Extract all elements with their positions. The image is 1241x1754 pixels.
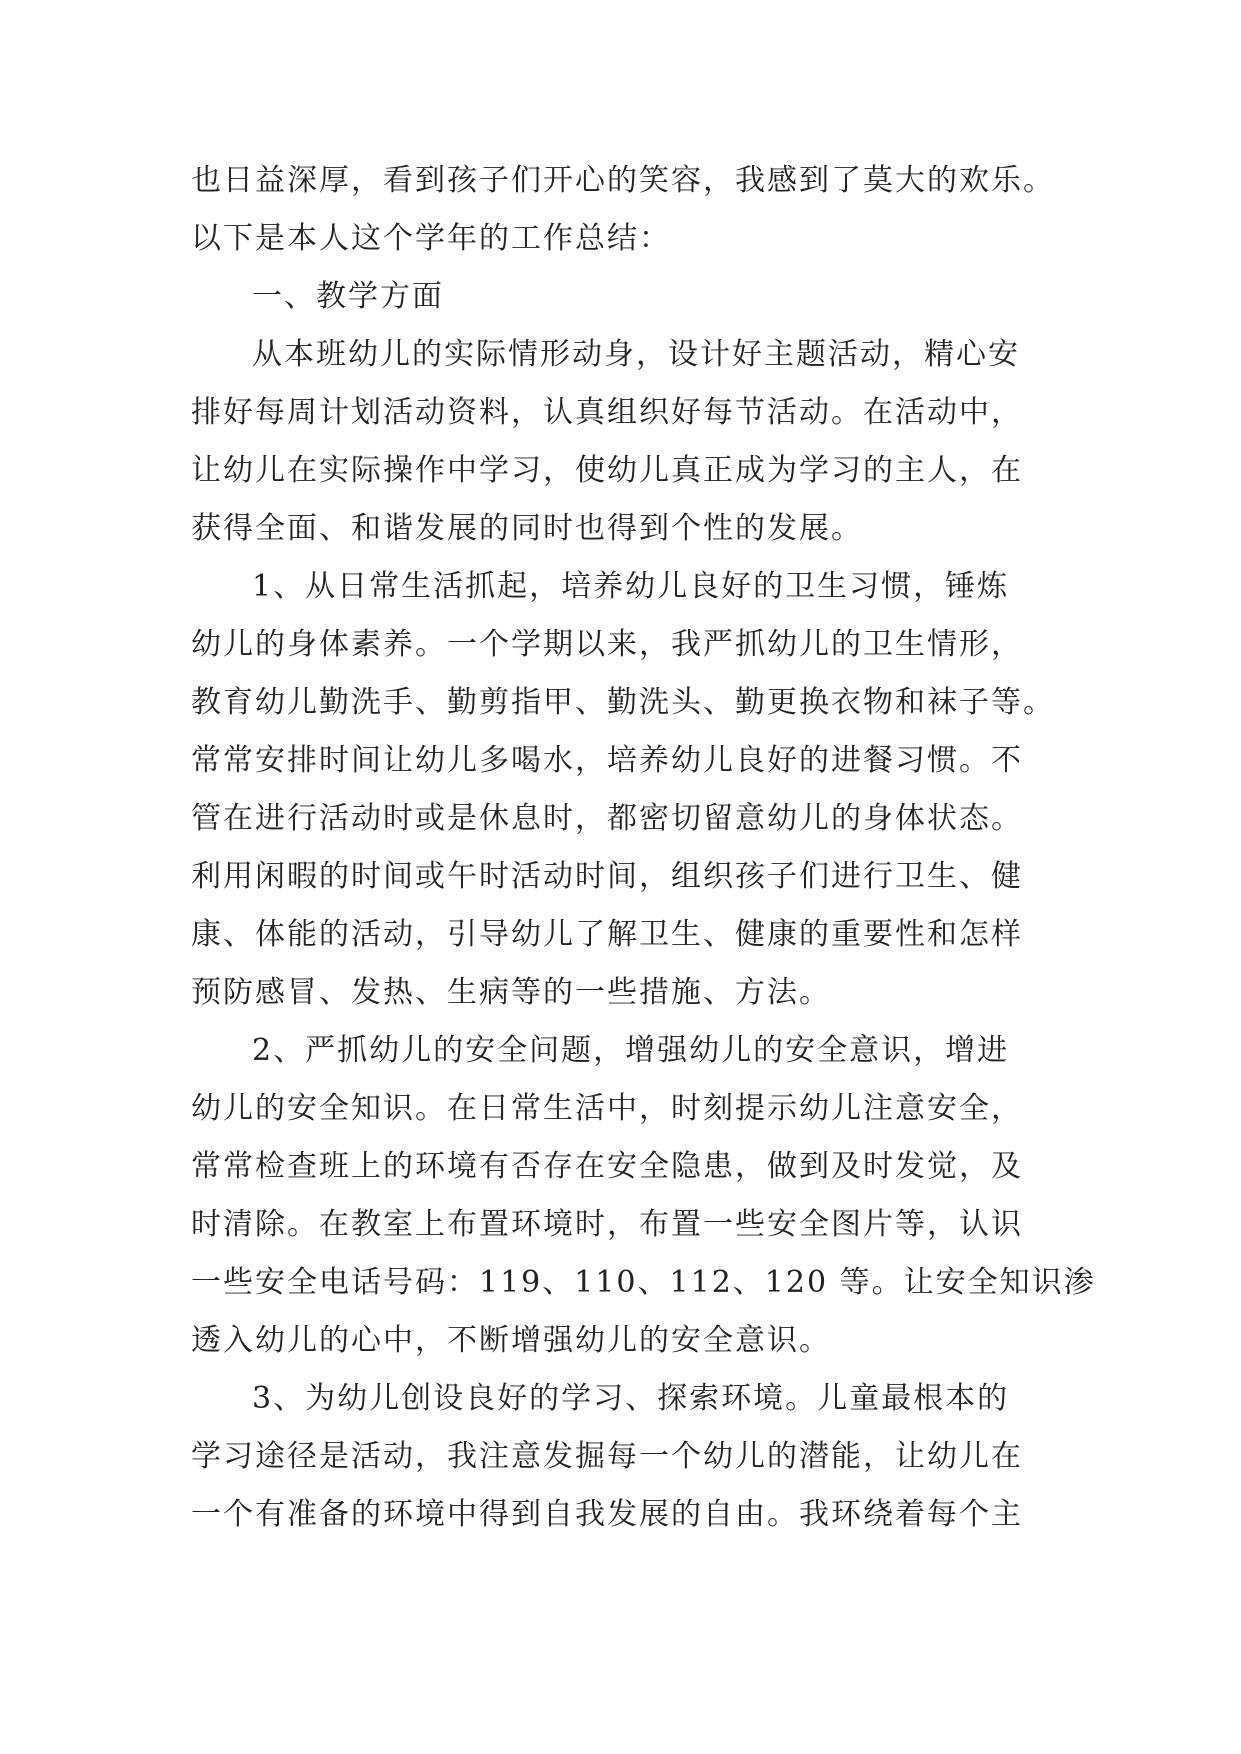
text-line: 透入幼儿的心中，不断增强幼儿的安全意识。 — [191, 1323, 831, 1358]
text-line: 常常安排时间让幼儿多喝水，培养幼儿良好的进餐习惯。不 — [191, 743, 1023, 778]
text-line: 获得全面、和谐发展的同时也得到个性的发展。 — [191, 511, 863, 546]
text-line: 一些安全电话号码：119、110、112、120 等。让安全知识渗 — [191, 1265, 1096, 1300]
text-line: 管在进行活动时或是休息时，都密切留意幼儿的身体状态。 — [191, 801, 1023, 836]
text-line: 排好每周计划活动资料，认真组织好每节活动。在活动中， — [191, 395, 1023, 430]
text-line: 时清除。在教室上布置环境时，布置一些安全图片等，认识 — [191, 1207, 1023, 1242]
text-line: 让幼儿在实际操作中学习，使幼儿真正成为学习的主人，在 — [191, 453, 1023, 488]
text-line: 教育幼儿勤洗手、勤剪指甲、勤洗头、勤更换衣物和袜子等。 — [191, 685, 1055, 720]
text-line: 幼儿的安全知识。在日常生活中，时刻提示幼儿注意安全， — [191, 1091, 1023, 1126]
text-line: 一个有准备的环境中得到自我发展的自由。我环绕着每个主 — [191, 1497, 1023, 1532]
text-line: 学习途径是活动，我注意发掘每一个幼儿的潜能，让幼儿在 — [191, 1439, 1023, 1474]
text-line: 3、为幼儿创设良好的学习、探索环境。儿童最根本的 — [252, 1381, 1010, 1416]
text-line: 康、体能的活动，引导幼儿了解卫生、健康的重要性和怎样 — [191, 917, 1023, 952]
text-line: 2、严抓幼儿的安全问题，增强幼儿的安全意识，增进 — [252, 1033, 1010, 1068]
text-line: 从本班幼儿的实际情形动身，设计好主题活动，精心安 — [252, 337, 1020, 372]
text-line: 常常检查班上的环境有否存在安全隐患，做到及时发觉，及 — [191, 1149, 1023, 1184]
text-line: 也日益深厚，看到孩子们开心的笑容，我感到了莫大的欢乐。 — [191, 163, 1055, 198]
text-line: 以下是本人这个学年的工作总结： — [191, 221, 671, 256]
text-line: 1、从日常生活抓起，培养幼儿良好的卫生习惯，锤炼 — [252, 569, 1010, 604]
text-line: 幼儿的身体素养。一个学期以来，我严抓幼儿的卫生情形， — [191, 627, 1023, 662]
document-body — [191, 152, 1096, 1544]
text-line: 利用闲暇的时间或午时活动时间，组织孩子们进行卫生、健 — [191, 859, 1023, 894]
text-line: 预防感冒、发热、生病等的一些措施、方法。 — [191, 975, 831, 1010]
section-heading: 一、教学方面 — [252, 279, 444, 314]
